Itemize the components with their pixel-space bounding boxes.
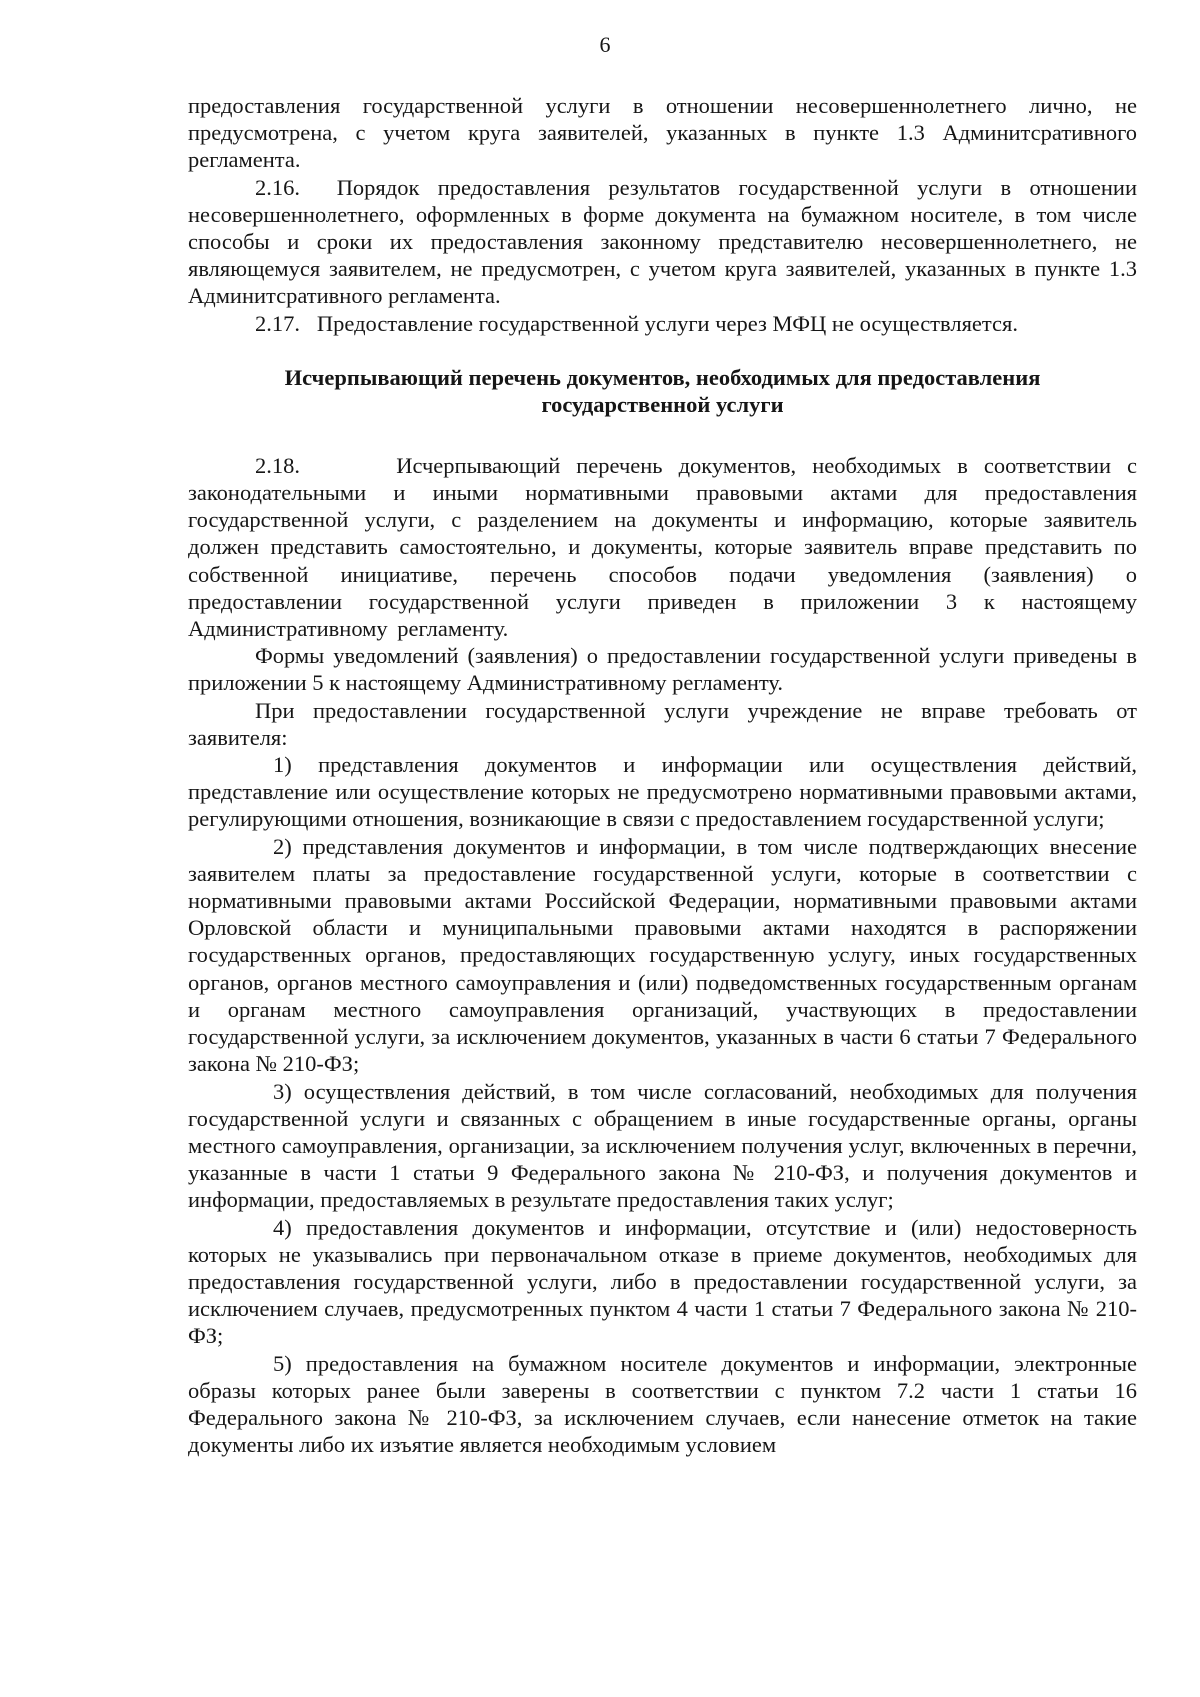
list-item: 4) предоставления документов и информации, отсутствие и (или) недостоверность которых не указывались при первоначальном отказе в приеме документов, необходимых для предоставления государственной услуги, либо в предоставлении государственной услуги, за исключением случаев, предусмотренных пунктом 4 части 1 статьи 7 Федерального закона № 210-ФЗ; [188, 1214, 1137, 1349]
list-item: 3) осуществления действий, в том числе согласований, необходимых для получения государственной услуги и связанных с обращением в иные государственные органы, органы местного самоуправления, организации, за исключением получения услуг, включенных в перечни, указанные в части 1 статьи 9 Федерального закона № 210-ФЗ, и получения документов и информации, предоставляемых в результате предоставления таких услуг; [188, 1078, 1137, 1213]
paragraph-2-17 [188, 310, 1137, 337]
paragraph-2-18 [188, 452, 1137, 642]
paragraph-number: 2.17. [255, 310, 300, 336]
intro-paragraph: предоставления государственной услуги в отношении несовершеннолетнего лично, не предусмотрена, с учетом круга заявителей, указанных в пункте 1.3 Админитсративного регламента. [188, 93, 1137, 173]
document-body [188, 92, 1137, 1458]
paragraph-text: Порядок предоставления результатов государственной услуги в отношении несовершеннолетнего, оформленных в форме документа на бумажном носителе, в том числе способы и сроки их предоставления законному представителю несовершеннолетнего, не являющемуся заявителем, не предусмотрен, с учетом круга заявителей, указанных в пункте 1.3 Админитсративного регламента. [188, 174, 1137, 309]
section-heading [188, 364, 1137, 418]
section-heading-line: государственной услуги [541, 391, 784, 417]
section-heading-line: Исчерпывающий перечень документов, необходимых для предоставления [284, 364, 1041, 390]
list-item: 5) предоставления на бумажном носителе документов и информации, электронные образы которых ранее были заверены в соответствии с пунктом 7.2 части 1 статьи 16 Федерального закона № 210-ФЗ, за исключением случаев, если нанесение отметок на такие документы либо их изъятие является необходимым условием [188, 1350, 1137, 1458]
paragraph-text: Исчерпывающий перечень документов, необходимых в соответствии с законодательными и иными нормативными правовыми актами для предоставления государственной услуги, с разделением на документы и информацию, которые заявитель должен представить самостоятельно, и документы, которые заявитель вправе представить по собственной инициативе, перечень способов подачи уведомления (заявления) о предоставлении государственной услуги приведен в приложении 3 к настоящему Административному регламенту. [188, 452, 1137, 642]
paragraph-2-16 [188, 174, 1137, 310]
forms-paragraph: Формы уведомлений (заявления) о предоставлении государственной услуги приведены в приложении 5 к настоящему Административному регламенту. [188, 643, 1137, 696]
list-item: 2) представления документов и информации, в том числе подтверждающих внесение заявителем платы за предоставление государственной услуги, которые в соответствии с нормативными правовыми актами Российской Федерации, нормативными правовыми актами Орловской области и муниципальными правовыми актами находятся в распоряжении государственных органов, предоставляющих государственную услугу, иных государственных органов, органов местного самоуправления и (или) подведомственных государственным органам и органам местного самоуправления организаций, участвующих в предоставлении государственной услуги, за исключением документов, указанных в части 6 статьи 7 Федерального закона № 210-ФЗ; [188, 833, 1137, 1077]
paragraph-text: Предоставление государственной услуги через МФЦ не осуществляется. [316, 310, 1018, 336]
paragraph-number: 2.18. [255, 452, 300, 478]
page-number: 6 [599, 32, 611, 57]
paragraph-number: 2.16. [255, 174, 300, 200]
prohibition-intro: При предоставлении государственной услуги учреждение не вправе требовать от заявителя: [188, 697, 1137, 750]
list-item: 1) представления документов и информации или осуществления действий, представление или осуществление которых не предусмотрено нормативными правовыми актами, регулирующими отношения, возникающие в связи с предоставлением государственной услуги; [188, 752, 1137, 832]
